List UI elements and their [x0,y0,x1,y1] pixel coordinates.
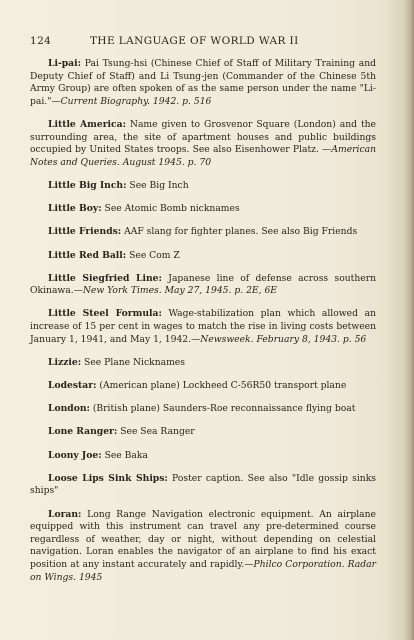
entry-term: Lodestar: [48,380,97,392]
entry-term: Little Red Ball: [48,249,127,261]
entry-text: Name given to Grosvenor Square (London) and the surrounding area, the site of apartment houses and public buildings occupied by United States troops. See also Eisenhower Platz. — [30,118,376,156]
entry-text: See Atomic Bomb nicknames [101,203,240,215]
entry-text: See Plane Nicknames [81,356,185,368]
entry-text: AAF slang for fighter planes. See also Big Friends [121,226,358,238]
entry-text: Long Range Navigation electronic equipment. An airplane equipped with this instrument can travel any pre-determined course regardless of weather, day or night, without depending on celestial navigation. Loran enables the navigator of an airplane to find his exact position at any instant accurately and rapidly.— [30,508,376,570]
entry-lizzie [30,357,376,370]
entry-source: Philco Corporation. Radar on Wings. 1945 [30,558,376,583]
entry-text: (British plane) Saunders-Roe reconnaissance flying boat [89,403,356,415]
entry-term: Lizzie: [48,356,82,368]
entry-loran [30,509,376,585]
entry-little-steel-formula [30,308,376,346]
entry-text: See Baka [101,449,148,461]
entry-text: Pai Tsung-hsi (Chinese Chief of Staff of Military Training and Deputy Chief of Staff) and Li Tsung-jen (Commander of the Chinese 5th Army Group) are often spoken of as the same person under the name "Li-pai."— [30,58,376,107]
entry-li-pai [30,58,376,108]
entry-term: Loran: [48,508,82,520]
entry-term: Little Steel Formula: [48,308,162,320]
entry-text: Poster caption. See also "Idle gossip sinks ships" [30,472,376,497]
entry-london [30,403,376,416]
entry-little-boy [30,203,376,216]
entry-term: Little Friends: [48,226,122,238]
entry-term: Little America: [48,118,126,130]
entry-lone-ranger [30,426,376,439]
entry-little-red-ball [30,250,376,263]
entry-source: New York Times. May 27, 1945. p. 2E, 6E [82,285,278,297]
entry-term: Loose Lips Sink Ships: [48,472,168,484]
entry-text: Wage-stabilization plan which allowed an increase of 15 per cent in wages to match the rise in living costs between January 1, 1941, and May 1, 1942.— [30,308,376,345]
entry-little-siegfried-line [30,273,376,298]
entry-term: Li-pai: [48,58,82,69]
entry-lodestar [30,380,376,393]
entry-text: See Big Inch [126,179,189,191]
entry-source: American Notes and Queries. August 1945. p. 70 [30,144,376,168]
entry-term: London: [48,403,90,415]
entry-term: Loony Joe: [48,449,102,461]
entry-term: Little Siegfried Line: [48,272,162,284]
entry-text: Japanese line of defense across southern Okinawa.— [30,272,377,297]
entry-little-friends [30,226,376,239]
entry-source: Current Biography. 1942. p. 516 [60,95,212,107]
page-number: 124 [30,35,52,47]
glossary-entries [30,58,376,595]
entry-text: See Com Z [126,249,180,261]
entry-term: Little Boy: [48,203,102,215]
entry-term: Lone Ranger: [48,426,118,438]
page-gutter-shadow [404,0,414,640]
entry-loose-lips-sink-ships [30,473,376,498]
entry-term: Little Big Inch: [48,179,127,191]
entry-text: (American plane) Lockheed C-56R50 transport plane [96,380,347,392]
entry-little-america [30,119,376,169]
entry-loony-joe [30,450,376,463]
entry-little-big-inch [30,180,376,193]
running-title: THE LANGUAGE OF WORLD WAR II [90,35,299,47]
entry-text: See Sea Ranger [117,426,195,438]
entry-source: Newsweek. February 8, 1943. p. 56 [200,333,367,345]
